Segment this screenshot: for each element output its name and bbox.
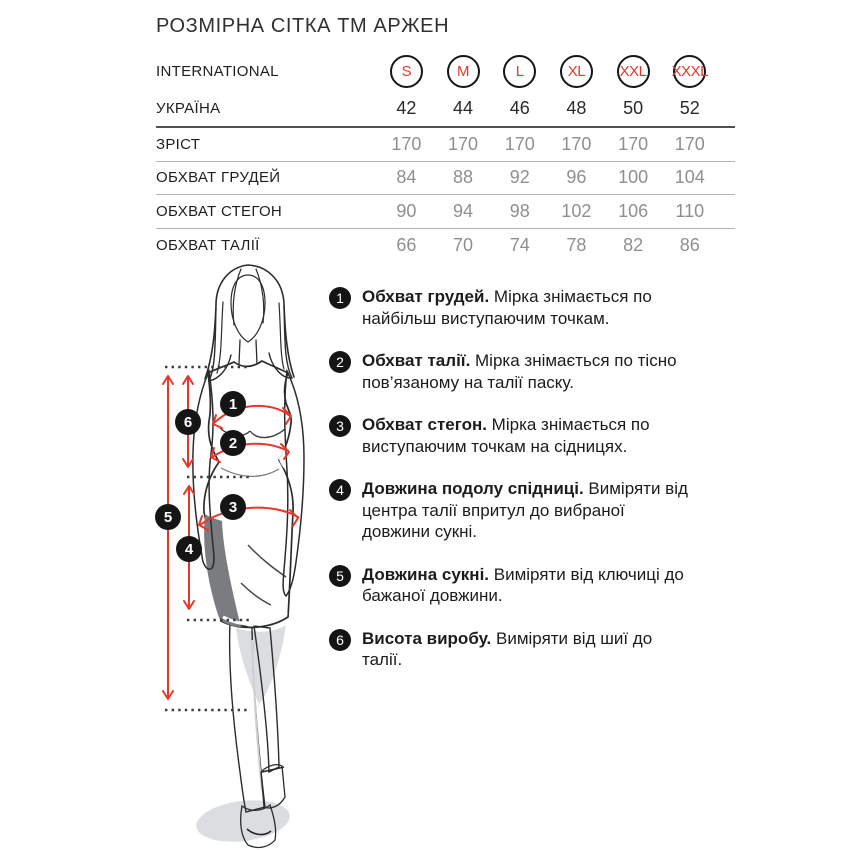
figure-illustration — [130, 255, 340, 850]
table-cell: 42 — [396, 98, 417, 118]
table-cell: 170 — [391, 133, 422, 154]
size-badge — [617, 55, 650, 88]
figure-sketch — [193, 265, 304, 848]
table-cell: 82 — [623, 234, 644, 255]
size-label: XL — [567, 63, 586, 80]
table-cell: 44 — [453, 98, 474, 118]
table-cell: 104 — [674, 167, 705, 188]
legend-term: Довжина подолу спідниці. — [362, 479, 584, 498]
table-cell: 110 — [675, 200, 705, 221]
row-label: ЗРІСТ — [156, 135, 201, 153]
legend-item-product-height — [329, 628, 729, 671]
table-cell: 100 — [618, 167, 649, 188]
table-cell: 52 — [679, 98, 700, 118]
figure-marker-1-label: 1 — [228, 396, 238, 413]
size-cell — [548, 55, 605, 88]
table-cell: 84 — [396, 167, 417, 188]
table-cell: 70 — [453, 234, 474, 255]
size-badge — [390, 55, 423, 88]
table-cell: 102 — [561, 200, 592, 221]
table-row-height — [156, 128, 735, 162]
size-label: M — [457, 63, 470, 80]
legend-item-text — [362, 350, 696, 393]
row-label: ОБХВАТ СТЕГОН — [156, 202, 283, 220]
table-row-international — [156, 52, 735, 91]
table-cell: 170 — [448, 133, 479, 154]
table-cell: 48 — [566, 98, 587, 118]
size-badge — [447, 55, 480, 88]
legend-item-hips — [329, 414, 729, 457]
table-row-bust — [156, 162, 735, 196]
figure-marker-2-label: 2 — [228, 435, 238, 452]
legend-number-badge: 4 — [329, 479, 351, 501]
legend-item-bust — [329, 286, 729, 329]
page-title: РОЗМІРНА СІТКА ТМ АРЖЕН — [156, 15, 450, 37]
legend-term: Обхват грудей. — [362, 287, 490, 306]
row-label: ОБХВАТ ГРУДЕЙ — [156, 169, 281, 187]
legend-item-text — [362, 564, 696, 607]
legend-item-dress-length — [329, 564, 729, 607]
table-cell: 94 — [453, 200, 474, 221]
size-label: XXL — [619, 63, 647, 80]
legend-term: Обхват стегон. — [362, 415, 487, 434]
table-cell: 96 — [566, 167, 587, 188]
size-cell — [491, 55, 548, 88]
table-cell: 78 — [566, 234, 587, 255]
legend-item-skirt-length — [329, 478, 729, 543]
row-label-ukraine: УКРАЇНА — [156, 100, 221, 117]
table-row-ukraine — [156, 91, 735, 128]
legend-number-badge: 5 — [329, 565, 351, 587]
legend-item-text — [362, 628, 696, 671]
table-cell: 86 — [679, 234, 700, 255]
size-badge — [673, 55, 706, 88]
legend-number-badge: 3 — [329, 415, 351, 437]
table-cell: 98 — [509, 200, 530, 221]
legend-number-badge: 1 — [329, 287, 351, 309]
figure-marker-6-label: 6 — [183, 414, 193, 431]
table-cell: 106 — [618, 200, 649, 221]
size-cell — [605, 55, 662, 88]
legend-description: Виміряти від центра талії впритул до вибраної довжини сукні. — [362, 479, 688, 541]
legend-item-text — [362, 286, 696, 329]
table-cell: 92 — [509, 167, 530, 188]
size-cell — [435, 55, 492, 88]
measurement-legend — [329, 286, 729, 692]
row-label: ОБХВАТ ТАЛІЇ — [156, 236, 260, 254]
row-label-international: INTERNATIONAL — [156, 63, 279, 80]
legend-description: Мірка знімається по тісно пов’язаному на талії паску. — [362, 351, 677, 392]
table-cell: 170 — [561, 133, 592, 154]
legend-term: Обхват талії. — [362, 351, 471, 370]
table-cell: 46 — [509, 98, 530, 118]
size-table — [156, 52, 735, 262]
figure-marker-5-label: 5 — [163, 509, 173, 526]
legend-description: Виміряти від ключиці до бажаної довжини. — [362, 564, 684, 605]
legend-term: Довжина сукні. — [362, 564, 490, 584]
table-cell: 50 — [623, 98, 644, 118]
size-label: XXXL — [671, 63, 708, 80]
size-cell — [661, 55, 718, 88]
legend-description: Виміряти від шиї до талії. — [362, 628, 653, 669]
size-badge — [560, 55, 593, 88]
legend-number-badge: 6 — [329, 629, 351, 651]
legend-number-badge: 2 — [329, 351, 351, 373]
size-cell — [378, 55, 435, 88]
legend-item-text — [362, 414, 696, 457]
size-badge — [503, 55, 536, 88]
table-cell: 88 — [453, 167, 474, 188]
legend-item-text — [362, 478, 696, 543]
table-cell: 90 — [396, 200, 417, 221]
legend-term: Висота виробу. — [362, 628, 492, 648]
figure-marker-4-label: 4 — [184, 541, 194, 558]
size-label: L — [515, 63, 524, 80]
legend-description: Мірка знімається по виступаючим точкам на сідницях. — [362, 415, 650, 456]
table-cell: 170 — [504, 133, 535, 154]
table-cell: 74 — [509, 234, 530, 255]
table-cell: 66 — [396, 234, 417, 255]
table-row-hips — [156, 195, 735, 229]
size-label: S — [401, 63, 412, 80]
table-cell: 170 — [674, 133, 705, 154]
legend-description: Мірка знімається по найбільш виступаючим точкам. — [362, 287, 652, 328]
table-cell: 170 — [618, 133, 649, 154]
legend-item-waist — [329, 350, 729, 393]
figure-marker-3-label: 3 — [228, 499, 238, 516]
